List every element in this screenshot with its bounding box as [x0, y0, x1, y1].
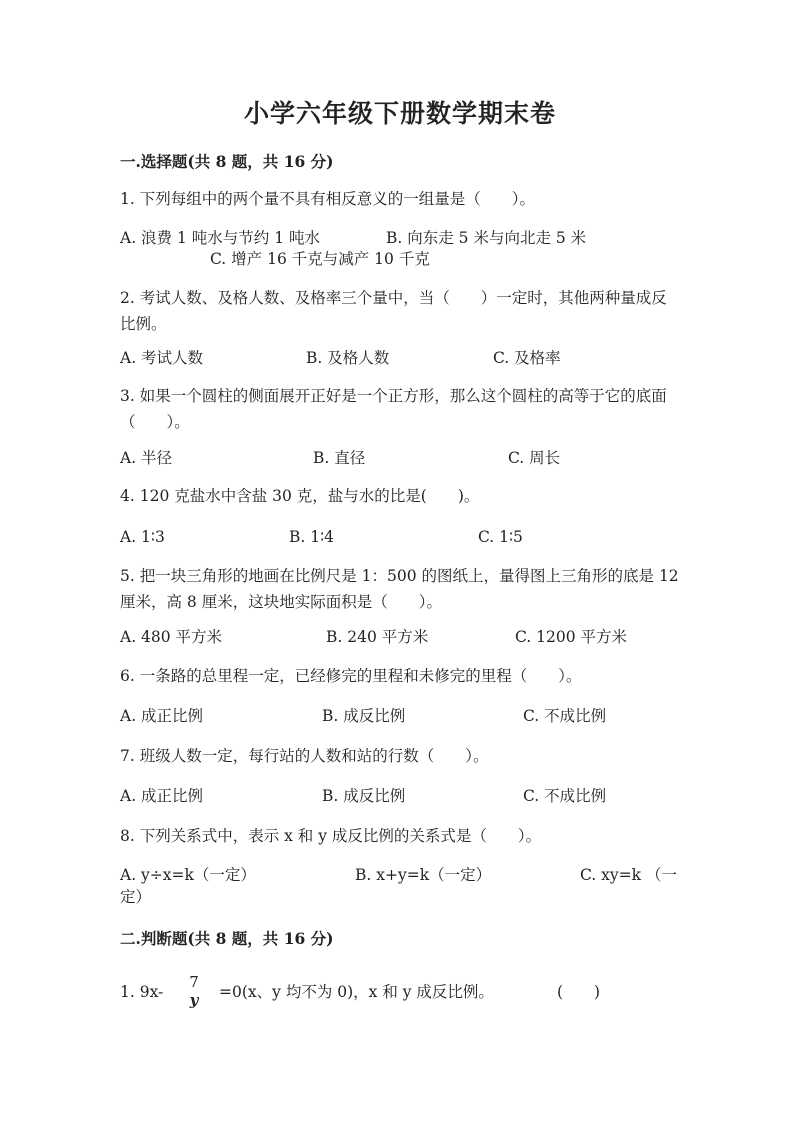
q4-option-b[interactable]: B. 1∶4	[289, 528, 335, 546]
q4-option-c[interactable]: C. 1∶5	[478, 528, 523, 546]
q5-option-b[interactable]: B. 240 平方米	[326, 628, 429, 646]
question-4: 4. 120 克盐水中含盐 30 克，盐与水的比是( )。	[120, 487, 480, 505]
fraction	[184, 973, 204, 1009]
q3-option-c[interactable]: C. 周长	[508, 449, 561, 467]
question-5: 5. 把一块三角形的地画在比例尺是 1：500 的图纸上，量得图上三角形的底是 12 厘米，高 8 厘米，这块地实际面积是（ ）。	[120, 567, 679, 611]
judgement-1-prefix: 1. 9x-	[120, 983, 164, 1001]
question-1: 1. 下列每组中的两个量不具有相反意义的一组量是（ ）。	[120, 190, 535, 208]
fraction-numerator: 7	[189, 973, 199, 991]
q8-option-c-wrap: 定）	[120, 888, 152, 906]
q6-option-a[interactable]: A. 成正比例	[120, 707, 204, 725]
question-3: 3. 如果一个圆柱的侧面展开正好是一个正方形，那么这个圆柱的高等于它的底面（ ）。	[120, 387, 667, 431]
q8-option-c[interactable]: C. xy=k （一	[580, 866, 677, 884]
section-heading-judgement: 二.判断题(共 8 题，共 16 分)	[120, 929, 334, 948]
q1-option-a[interactable]: A. 浪费 1 吨水与节约 1 吨水	[120, 229, 320, 247]
q2-option-c[interactable]: C. 及格率	[493, 349, 561, 367]
q2-option-b[interactable]: B. 及格人数	[306, 349, 390, 367]
question-7: 7. 班级人数一定，每行站的人数和站的行数（ ）。	[120, 747, 489, 765]
q8-option-a[interactable]: A. y÷x=k（一定）	[120, 866, 256, 884]
q7-option-b[interactable]: B. 成反比例	[322, 787, 406, 805]
q6-option-b[interactable]: B. 成反比例	[322, 707, 406, 725]
q3-option-a[interactable]: A. 半径	[120, 449, 173, 467]
q2-option-a[interactable]: A. 考试人数	[120, 349, 204, 367]
q1-option-c[interactable]: C. 增产 16 千克与减产 10 千克	[210, 250, 430, 268]
q5-option-c[interactable]: C. 1200 平方米	[515, 628, 628, 646]
q7-option-c[interactable]: C. 不成比例	[523, 787, 607, 805]
q5-option-a[interactable]: A. 480 平方米	[120, 628, 223, 646]
fraction-denominator: y	[189, 991, 199, 1009]
page-title: 小学六年级下册数学期末卷	[243, 99, 556, 128]
q7-option-a[interactable]: A. 成正比例	[120, 787, 204, 805]
q8-option-b[interactable]: B. x+y=k（一定）	[355, 866, 492, 884]
q4-option-a[interactable]: A. 1∶3	[120, 528, 165, 546]
section-heading-choice: 一.选择题(共 8 题，共 16 分)	[120, 152, 334, 171]
question-8: 8. 下列关系式中，表示 x 和 y 成反比例的关系式是（ ）。	[120, 827, 542, 845]
question-6: 6. 一条路的总里程一定，已经修完的里程和未修完的里程（ ）。	[120, 667, 582, 685]
judgement-1-text: =0(x、y 均不为 0)，x 和 y 成反比例。	[219, 983, 494, 1001]
question-2: 2. 考试人数、及格人数、及格率三个量中，当（ ）一定时，其他两种量成反比例。	[120, 289, 667, 333]
judgement-1-bracket[interactable]: ( )	[557, 983, 601, 1001]
q1-option-b[interactable]: B. 向东走 5 米与向北走 5 米	[386, 229, 587, 247]
q6-option-c[interactable]: C. 不成比例	[523, 707, 607, 725]
q3-option-b[interactable]: B. 直径	[313, 449, 366, 467]
